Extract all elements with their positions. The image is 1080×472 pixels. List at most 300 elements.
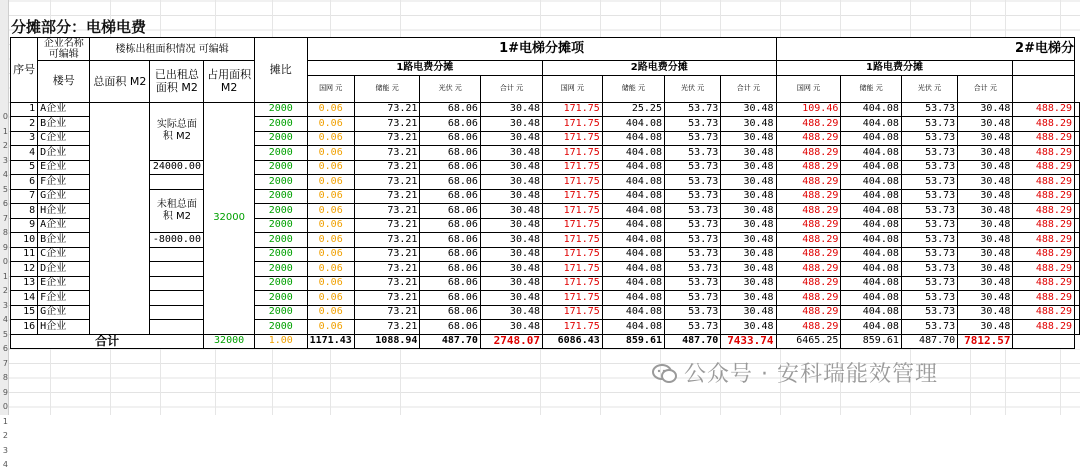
row-number[interactable]: 0 (2, 112, 8, 121)
cell-amount[interactable]: 404.08 (602, 218, 664, 233)
cell-amount[interactable]: 404.08 (841, 131, 902, 146)
cell-more[interactable] (1075, 117, 1080, 132)
cell-amount[interactable]: 30.48 (480, 175, 542, 190)
cell-amount[interactable]: 30.48 (480, 233, 542, 248)
cell-company[interactable]: A企业 (38, 102, 90, 117)
header-floor[interactable]: 楼号 (38, 61, 90, 103)
cell-amount[interactable]: 68.06 (420, 218, 481, 233)
cell-amount[interactable]: 30.48 (721, 262, 776, 277)
cell-company[interactable]: D企业 (38, 146, 90, 161)
cell-more[interactable] (1075, 146, 1080, 161)
cell-subtotal[interactable]: 488.29 (1013, 276, 1075, 291)
subheader-solar[interactable]: 光伏 元 (420, 75, 481, 102)
row-number[interactable]: 4 (2, 170, 8, 179)
cell-empty[interactable] (150, 291, 204, 306)
cell-amount[interactable]: 53.73 (664, 305, 720, 320)
cell-amount[interactable]: 404.08 (841, 291, 902, 306)
cell-seq[interactable]: 10 (11, 233, 38, 248)
cell-rented-total[interactable]: 32000 (204, 102, 255, 334)
cell-company[interactable]: H企业 (38, 204, 90, 219)
cell-used-area[interactable]: 2000 (254, 276, 307, 291)
cell-amount[interactable]: 53.73 (664, 117, 720, 132)
subheader-total[interactable]: 合计 元 (721, 75, 776, 102)
cell-amount[interactable]: 30.48 (721, 189, 776, 204)
cell-amount[interactable]: 30.48 (721, 131, 776, 146)
cell-amount[interactable]: 30.48 (721, 160, 776, 175)
total-amount[interactable]: 6465.25 (776, 334, 841, 349)
cell-amount[interactable]: 53.73 (901, 175, 957, 190)
header-used-area[interactable]: 占用面积 M2 (204, 61, 255, 103)
cell-subtotal[interactable]: 171.75 (543, 146, 603, 161)
cell-amount[interactable]: 73.21 (354, 291, 420, 306)
cell-amount[interactable]: 30.48 (958, 305, 1013, 320)
header-elevator1[interactable]: 1#电梯分摊项 (307, 38, 776, 61)
cell-subtotal[interactable]: 488.29 (1013, 218, 1075, 233)
cell-subtotal[interactable]: 488.29 (776, 218, 841, 233)
header-route2-e1[interactable]: 2路电费分摊 (543, 61, 777, 76)
cell-amount[interactable]: 30.48 (958, 320, 1013, 335)
cell-amount[interactable]: 404.08 (602, 160, 664, 175)
cell-amount[interactable]: 73.21 (354, 117, 420, 132)
total-ratio[interactable]: 1.00 (254, 334, 307, 349)
cell-company[interactable]: B企业 (38, 117, 90, 132)
cell-amount[interactable]: 404.08 (602, 305, 664, 320)
subheader-total[interactable]: 合计 元 (958, 75, 1013, 102)
cell-amount[interactable]: 30.48 (480, 204, 542, 219)
cell-amount[interactable]: 68.06 (420, 262, 481, 277)
cell-ratio[interactable]: 0.06 (307, 117, 354, 132)
cell-amount[interactable]: 30.48 (958, 247, 1013, 262)
cell-amount[interactable]: 53.73 (664, 102, 720, 117)
cell-subtotal[interactable]: 488.29 (776, 291, 841, 306)
cell-amount[interactable]: 30.48 (958, 291, 1013, 306)
cell-ratio[interactable]: 0.06 (307, 189, 354, 204)
cell-empty[interactable] (150, 320, 204, 335)
cell-company[interactable]: C企业 (38, 131, 90, 146)
cell-amount[interactable]: 404.08 (841, 160, 902, 175)
cell-amount[interactable]: 404.08 (602, 204, 664, 219)
cell-amount[interactable]: 404.08 (602, 276, 664, 291)
row-number[interactable]: 6 (2, 344, 8, 353)
header-route1-e1[interactable]: 1路电费分摊 (307, 61, 542, 76)
cell-used-area[interactable]: 2000 (254, 305, 307, 320)
cell-more[interactable] (1075, 218, 1080, 233)
cell-amount[interactable]: 30.48 (480, 218, 542, 233)
cell-amount[interactable]: 53.73 (901, 233, 957, 248)
cell-amount[interactable]: 53.73 (664, 320, 720, 335)
cell-used-area[interactable]: 2000 (254, 175, 307, 190)
cell-amount[interactable]: 404.08 (602, 320, 664, 335)
cell-amount[interactable]: 30.48 (958, 175, 1013, 190)
cell-amount[interactable]: 30.48 (958, 233, 1013, 248)
cell-company[interactable]: C企业 (38, 247, 90, 262)
cell-used-area[interactable]: 2000 (254, 233, 307, 248)
cell-used-area[interactable]: 2000 (254, 218, 307, 233)
header-rented-area[interactable]: 已出租总面积 M2 (150, 61, 204, 103)
cell-amount[interactable]: 30.48 (480, 320, 542, 335)
cell-amount[interactable]: 73.21 (354, 247, 420, 262)
cell-subtotal[interactable]: 488.29 (1013, 189, 1075, 204)
cell-amount[interactable]: 404.08 (602, 117, 664, 132)
row-number[interactable]: 6 (2, 199, 8, 208)
cell-ratio[interactable]: 0.06 (307, 204, 354, 219)
cell-amount[interactable]: 30.48 (721, 276, 776, 291)
cell-amount[interactable]: 30.48 (480, 305, 542, 320)
subheader-grid[interactable]: 国网 元 (543, 75, 603, 102)
cell-amount[interactable]: 30.48 (721, 175, 776, 190)
cell-amount[interactable]: 404.08 (841, 218, 902, 233)
cell-subtotal[interactable]: 488.29 (776, 175, 841, 190)
cell-amount[interactable]: 404.08 (841, 146, 902, 161)
cell-amount[interactable]: 30.48 (480, 117, 542, 132)
row-number[interactable]: 4 (2, 315, 8, 324)
row-number[interactable]: 1 (2, 126, 8, 136)
cell-amount[interactable]: 53.73 (664, 262, 720, 277)
cell-amount[interactable]: 73.21 (354, 102, 420, 117)
cell-company[interactable]: D企业 (38, 262, 90, 277)
header-seq[interactable]: 序号 (11, 38, 38, 103)
cell-company[interactable]: H企业 (38, 320, 90, 335)
cell-amount[interactable]: 53.73 (901, 262, 957, 277)
total-amount[interactable]: 859.61 (602, 334, 664, 349)
cell-seq[interactable]: 4 (11, 146, 38, 161)
cell-company[interactable]: F企业 (38, 291, 90, 306)
cell-seq[interactable]: 15 (11, 305, 38, 320)
cell-subtotal[interactable]: 488.29 (776, 247, 841, 262)
cell-more[interactable] (1075, 102, 1080, 117)
cell-amount[interactable]: 404.08 (841, 117, 902, 132)
cell-subtotal[interactable]: 488.29 (776, 233, 841, 248)
cell-amount[interactable]: 30.48 (958, 117, 1013, 132)
cell-amount[interactable]: 404.08 (602, 291, 664, 306)
cell-amount[interactable]: 73.21 (354, 218, 420, 233)
cell-amount[interactable]: 68.06 (420, 233, 481, 248)
row-number[interactable]: 8 (2, 228, 8, 237)
cell-amount[interactable]: 404.08 (602, 189, 664, 204)
cell-seq[interactable]: 13 (11, 276, 38, 291)
cell-subtotal[interactable]: 171.75 (543, 160, 603, 175)
total-subtotal[interactable]: 2748.07 (480, 334, 542, 349)
cell-subtotal[interactable]: 171.75 (543, 305, 603, 320)
cell-company[interactable]: A企业 (38, 218, 90, 233)
cell-amount[interactable]: 68.06 (420, 102, 481, 117)
cell-amount[interactable]: 404.08 (841, 305, 902, 320)
cell-amount[interactable]: 68.06 (420, 175, 481, 190)
cell-more[interactable] (1075, 160, 1080, 175)
header-route-e2-more[interactable] (1013, 61, 1075, 76)
cell-used-area[interactable]: 2000 (254, 291, 307, 306)
subheader-storage[interactable]: 储能 元 (841, 75, 902, 102)
row-number[interactable]: 2 (2, 141, 8, 150)
cell-subtotal[interactable]: 109.46 (776, 102, 841, 117)
cell-seq[interactable]: 8 (11, 204, 38, 219)
cell-amount[interactable]: 30.48 (721, 117, 776, 132)
cell-seq[interactable]: 11 (11, 247, 38, 262)
cell-subtotal[interactable]: 488.29 (776, 160, 841, 175)
cell-used-area[interactable]: 2000 (254, 189, 307, 204)
total-amount[interactable]: 1088.94 (354, 334, 420, 349)
row-number[interactable]: 5 (2, 329, 8, 339)
total-amount[interactable]: 487.70 (420, 334, 481, 349)
cell-used-area[interactable]: 2000 (254, 131, 307, 146)
cell-empty[interactable] (150, 175, 204, 190)
cell-more[interactable] (1075, 291, 1080, 306)
cell-amount[interactable]: 68.06 (420, 146, 481, 161)
cell-ratio[interactable]: 0.06 (307, 291, 354, 306)
header-elevator2[interactable]: 2#电梯分 (776, 38, 1074, 61)
cell-ratio[interactable]: 0.06 (307, 175, 354, 190)
cell-amount[interactable]: 53.73 (901, 189, 957, 204)
cell-subtotal[interactable]: 488.29 (1013, 247, 1075, 262)
cell-amount[interactable]: 404.08 (602, 233, 664, 248)
subheader-storage[interactable]: 储能 元 (354, 75, 420, 102)
total-amount[interactable]: 859.61 (841, 334, 902, 349)
cell-subtotal[interactable]: 171.75 (543, 131, 603, 146)
total-label[interactable]: 合计 (11, 334, 204, 349)
subheader-storage[interactable]: 储能 元 (602, 75, 664, 102)
cell-subtotal[interactable]: 171.75 (543, 291, 603, 306)
cell-amount[interactable]: 404.08 (602, 247, 664, 262)
total-amount[interactable]: 1171.43 (307, 334, 354, 349)
subheader-grid[interactable]: 国网 元 (307, 75, 354, 102)
cell-amount[interactable]: 68.06 (420, 305, 481, 320)
cell-ratio[interactable]: 0.06 (307, 218, 354, 233)
cell-subtotal[interactable]: 171.75 (543, 117, 603, 132)
row-number[interactable]: 1 (2, 416, 8, 426)
cell-more[interactable] (1075, 276, 1080, 291)
cell-company[interactable]: G企业 (38, 189, 90, 204)
cell-amount[interactable]: 73.21 (354, 146, 420, 161)
cell-seq[interactable]: 1 (11, 102, 38, 117)
subheader-solar[interactable]: 光伏 元 (664, 75, 720, 102)
cell-floor-group[interactable] (90, 102, 150, 334)
cell-more[interactable] (1075, 131, 1080, 146)
cell-subtotal[interactable]: 488.29 (776, 305, 841, 320)
cell-amount[interactable]: 30.48 (958, 160, 1013, 175)
cell-amount[interactable]: 68.06 (420, 189, 481, 204)
row-number[interactable]: 3 (2, 445, 8, 455)
row-number[interactable]: 8 (2, 373, 8, 382)
cell-more[interactable] (1075, 233, 1080, 248)
header-route1-e2[interactable]: 1路电费分摊 (776, 61, 1013, 76)
cell-used-area[interactable]: 2000 (254, 160, 307, 175)
cell-seq[interactable]: 14 (11, 291, 38, 306)
cell-amount[interactable]: 30.48 (480, 160, 542, 175)
cell-amount[interactable]: 30.48 (480, 189, 542, 204)
cell-subtotal[interactable]: 488.29 (776, 262, 841, 277)
cell-subtotal[interactable]: 488.29 (1013, 305, 1075, 320)
cell-subtotal[interactable]: 488.29 (776, 320, 841, 335)
cell-subtotal[interactable]: 488.29 (1013, 160, 1075, 175)
cell-amount[interactable]: 68.06 (420, 204, 481, 219)
cell-company[interactable]: E企业 (38, 160, 90, 175)
cell-amount[interactable]: 30.48 (958, 218, 1013, 233)
cell-amount[interactable]: 73.21 (354, 189, 420, 204)
cell-amount[interactable]: 30.48 (480, 276, 542, 291)
cell-seq[interactable]: 3 (11, 131, 38, 146)
cell-used-area[interactable]: 2000 (254, 247, 307, 262)
cell-ratio[interactable]: 0.06 (307, 305, 354, 320)
cell-amount[interactable]: 73.21 (354, 262, 420, 277)
total-subtotal[interactable]: 7433.74 (721, 334, 776, 349)
cell-used-area[interactable]: 2000 (254, 320, 307, 335)
cell-amount[interactable]: 53.73 (664, 189, 720, 204)
cell-amount[interactable]: 404.08 (841, 233, 902, 248)
cell-ratio[interactable]: 0.06 (307, 233, 354, 248)
row-number[interactable]: 1 (2, 271, 8, 281)
cell-empty[interactable] (150, 276, 204, 291)
cell-amount[interactable]: 73.21 (354, 305, 420, 320)
total-amount[interactable]: 487.70 (901, 334, 957, 349)
cell-amount[interactable]: 30.48 (480, 247, 542, 262)
cell-amount[interactable]: 53.73 (901, 160, 957, 175)
cell-amount[interactable]: 30.48 (480, 262, 542, 277)
header-ratio[interactable]: 摊比 (254, 38, 307, 103)
cell-amount[interactable]: 30.48 (480, 291, 542, 306)
cell-amount[interactable]: 404.08 (841, 247, 902, 262)
cell-ratio[interactable]: 0.06 (307, 276, 354, 291)
cell-subtotal[interactable]: 488.29 (776, 146, 841, 161)
cell-amount[interactable]: 53.73 (901, 291, 957, 306)
cell-used-area[interactable]: 2000 (254, 146, 307, 161)
cell-subtotal[interactable]: 171.75 (543, 204, 603, 219)
cell-unrented-label[interactable]: 未租总面积 M2 (150, 189, 204, 233)
cell-amount[interactable]: 53.73 (901, 218, 957, 233)
cell-company[interactable]: E企业 (38, 276, 90, 291)
cell-amount[interactable]: 404.08 (602, 146, 664, 161)
cell-subtotal[interactable]: 488.29 (776, 276, 841, 291)
header-company-name[interactable]: 企业名称 可编辑 (38, 38, 90, 61)
cell-ratio[interactable]: 0.06 (307, 160, 354, 175)
cell-amount[interactable]: 53.73 (901, 146, 957, 161)
cell-more[interactable] (1075, 320, 1080, 335)
row-number[interactable]: 7 (2, 358, 8, 368)
cell-more[interactable] (1075, 262, 1080, 277)
row-number[interactable]: 7 (2, 213, 8, 223)
cell-amount[interactable]: 53.73 (901, 305, 957, 320)
cell-amount[interactable]: 73.21 (354, 233, 420, 248)
cell-amount[interactable]: 404.08 (841, 189, 902, 204)
cell-amount[interactable]: 73.21 (354, 131, 420, 146)
cell-ratio[interactable]: 0.06 (307, 102, 354, 117)
cell-subtotal[interactable]: 488.29 (1013, 233, 1075, 248)
cell-amount[interactable]: 53.73 (664, 146, 720, 161)
cell-amount[interactable]: 68.06 (420, 160, 481, 175)
cell-unrented-value[interactable]: -8000.00 (150, 233, 204, 248)
cell-amount[interactable]: 68.06 (420, 247, 481, 262)
cell-amount[interactable]: 30.48 (721, 218, 776, 233)
cell-amount[interactable]: 30.48 (721, 102, 776, 117)
cell-amount[interactable]: 73.21 (354, 320, 420, 335)
subheader-total[interactable]: 合计 元 (480, 75, 542, 102)
cell-amount[interactable]: 30.48 (958, 189, 1013, 204)
cell-amount[interactable]: 30.48 (480, 131, 542, 146)
cell-amount[interactable]: 404.08 (841, 276, 902, 291)
total-more[interactable] (1013, 334, 1075, 349)
cell-subtotal[interactable]: 171.75 (543, 247, 603, 262)
cell-more[interactable] (1075, 189, 1080, 204)
cell-used-area[interactable]: 2000 (254, 102, 307, 117)
cell-ratio[interactable]: 0.06 (307, 131, 354, 146)
cell-company[interactable]: F企业 (38, 175, 90, 190)
cell-subtotal[interactable]: 171.75 (543, 262, 603, 277)
cell-seq[interactable]: 16 (11, 320, 38, 335)
cell-amount[interactable]: 68.06 (420, 276, 481, 291)
cell-amount[interactable]: 53.73 (664, 276, 720, 291)
cell-subtotal[interactable]: 488.29 (1013, 262, 1075, 277)
cell-amount[interactable]: 404.08 (841, 204, 902, 219)
cell-amount[interactable]: 30.48 (721, 146, 776, 161)
subheader-more[interactable] (1013, 75, 1075, 102)
cell-subtotal[interactable]: 488.29 (1013, 320, 1075, 335)
cell-amount[interactable]: 53.73 (901, 276, 957, 291)
cell-amount[interactable]: 404.08 (841, 175, 902, 190)
total-amount[interactable]: 487.70 (664, 334, 720, 349)
cell-amount[interactable]: 30.48 (480, 146, 542, 161)
cell-amount[interactable]: 404.08 (602, 131, 664, 146)
total-amount[interactable]: 6086.43 (543, 334, 603, 349)
total-subtotal[interactable]: 7812.57 (958, 334, 1013, 349)
cell-amount[interactable]: 53.73 (664, 247, 720, 262)
cell-actual-total-label[interactable]: 实际总面积 M2 (150, 102, 204, 160)
cell-amount[interactable]: 53.73 (901, 247, 957, 262)
cell-amount[interactable]: 404.08 (841, 262, 902, 277)
cell-subtotal[interactable]: 488.29 (1013, 102, 1075, 117)
cell-empty[interactable] (150, 247, 204, 262)
cell-amount[interactable]: 30.48 (721, 291, 776, 306)
cell-amount[interactable]: 73.21 (354, 204, 420, 219)
cell-amount[interactable]: 30.48 (958, 276, 1013, 291)
cell-amount[interactable]: 30.48 (721, 204, 776, 219)
cell-subtotal[interactable]: 488.29 (776, 117, 841, 132)
cell-used-area[interactable]: 2000 (254, 262, 307, 277)
header-total-area[interactable]: 总面积 M2 (90, 61, 150, 103)
subheader-solar[interactable]: 光伏 元 (901, 75, 957, 102)
cell-ratio[interactable]: 0.06 (307, 320, 354, 335)
cell-subtotal[interactable]: 488.29 (776, 189, 841, 204)
row-number[interactable]: 2 (2, 431, 8, 440)
total-used-area[interactable]: 32000 (204, 334, 255, 349)
cell-amount[interactable]: 53.73 (664, 131, 720, 146)
cell-subtotal[interactable]: 171.75 (543, 218, 603, 233)
cell-seq[interactable]: 6 (11, 175, 38, 190)
cell-amount[interactable]: 30.48 (958, 262, 1013, 277)
cell-more[interactable] (1075, 175, 1080, 190)
cell-subtotal[interactable]: 488.29 (776, 131, 841, 146)
cell-empty[interactable] (150, 262, 204, 277)
cell-subtotal[interactable]: 171.75 (543, 320, 603, 335)
cell-amount[interactable]: 68.06 (420, 320, 481, 335)
cell-amount[interactable]: 73.21 (354, 276, 420, 291)
cell-amount[interactable]: 68.06 (420, 117, 481, 132)
cell-subtotal[interactable]: 171.75 (543, 189, 603, 204)
cell-amount[interactable]: 30.48 (480, 102, 542, 117)
cell-amount[interactable]: 73.21 (354, 160, 420, 175)
cell-ratio[interactable]: 0.06 (307, 146, 354, 161)
row-number[interactable]: 0 (2, 257, 8, 266)
cell-ratio[interactable]: 0.06 (307, 262, 354, 277)
cell-company[interactable]: B企业 (38, 233, 90, 248)
row-number[interactable]: 9 (2, 387, 8, 397)
cell-amount[interactable]: 404.08 (841, 102, 902, 117)
cell-subtotal[interactable]: 488.29 (1013, 131, 1075, 146)
cell-seq[interactable]: 7 (11, 189, 38, 204)
cell-seq[interactable]: 9 (11, 218, 38, 233)
header-building-area[interactable]: 楼栋出租面积情况 可编辑 (90, 38, 254, 61)
row-number[interactable]: 9 (2, 242, 8, 252)
cell-amount[interactable]: 30.48 (958, 204, 1013, 219)
cell-amount[interactable]: 30.48 (721, 247, 776, 262)
